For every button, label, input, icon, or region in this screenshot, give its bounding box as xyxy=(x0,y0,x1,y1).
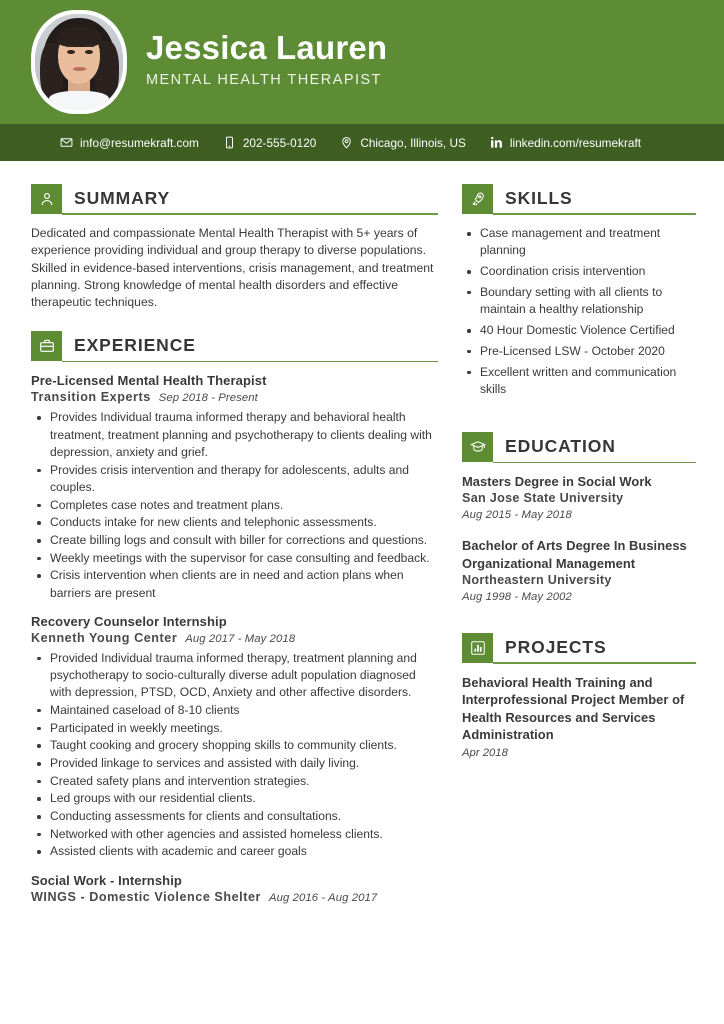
contact-location-text: Chicago, Illinois, US xyxy=(360,135,466,150)
experience-title: EXPERIENCE xyxy=(74,335,196,356)
job-bullet: Provided linkage to services and assisted with daily living. xyxy=(31,755,438,772)
contact-bar xyxy=(0,124,724,161)
education-dates: Aug 2015 - May 2018 xyxy=(462,509,572,522)
project-entry xyxy=(462,674,696,761)
job-dates: Aug 2017 - May 2018 xyxy=(185,632,296,645)
job-bullet: Conducts intake for new clients and telephonic assessments. xyxy=(31,514,438,531)
job-bullet: Maintained caseload of 8-10 clients xyxy=(31,702,438,719)
job-bullet: Networked with other agencies and assisted homeless clients. xyxy=(31,826,438,843)
education-header xyxy=(462,432,696,462)
skills-header xyxy=(462,184,696,214)
education-entry xyxy=(462,473,696,523)
phone-icon xyxy=(223,136,236,149)
contact-location[interactable] xyxy=(340,136,466,150)
job-company: WINGS - Domestic Violence Shelter xyxy=(31,889,261,904)
section-education xyxy=(462,432,696,605)
experience-entry xyxy=(31,613,438,861)
candidate-name: Jessica Lauren xyxy=(146,29,388,67)
profile-photo xyxy=(35,14,123,110)
job-dates: Sep 2018 - Present xyxy=(158,392,258,405)
summary-rule xyxy=(62,213,438,215)
section-projects xyxy=(462,633,696,761)
job-meta xyxy=(31,389,438,407)
job-bullet: Create billing logs and consult with biller for corrections and questions. xyxy=(31,532,438,549)
education-school: San Jose State University xyxy=(462,491,624,506)
skills-list xyxy=(462,225,696,398)
summary-title: SUMMARY xyxy=(74,187,171,208)
job-bullet-list xyxy=(31,650,438,861)
user-icon xyxy=(31,184,62,214)
section-experience xyxy=(31,331,438,906)
contact-phone[interactable] xyxy=(223,136,316,150)
job-dates: Aug 2016 - Aug 2017 xyxy=(268,891,378,904)
education-degree: Bachelor of Arts Degree In Business Organizational Management xyxy=(462,538,687,571)
job-bullet: Created safety plans and intervention strategies. xyxy=(31,773,438,790)
education-rule xyxy=(493,462,696,464)
skill-item: 40 Hour Domestic Violence Certified xyxy=(462,322,696,339)
job-bullet: Provides Individual trauma informed therapy and behavioral health treatment, treatment planning and psychotherapy to clients dealing with depression, anxiety and grief. xyxy=(31,409,438,461)
graduation-cap-icon xyxy=(462,432,493,462)
education-entry xyxy=(462,537,696,605)
contact-email-text: info@resumekraft.com xyxy=(80,135,199,150)
linkedin-icon xyxy=(490,136,503,149)
project-dates: Apr 2018 xyxy=(462,746,508,759)
job-company: Kenneth Young Center xyxy=(31,630,178,645)
contact-email[interactable] xyxy=(60,136,199,150)
header-text-block xyxy=(146,30,387,94)
job-bullet-list xyxy=(31,409,438,601)
skills-title: SKILLS xyxy=(505,187,573,208)
right-column xyxy=(452,184,724,918)
left-column xyxy=(0,184,452,918)
job-bullet: Provided Individual trauma informed therapy, treatment planning and psychotherapy to socio-culturally diverse adult population diagnosed with depression, PTSD, OCD, Anxiety and other affective disorders. xyxy=(31,650,438,702)
projects-rule xyxy=(493,662,696,664)
summary-text: Dedicated and compassionate Mental Health Therapist with 5+ years of experience providing individual and group therapy to diverse populations. Skilled in evidence-based interventions, crisis management, and treatment planning. Strong knowledge of mental health disorders and effective therapeutic techniques. xyxy=(31,226,434,310)
education-school: Northeastern University xyxy=(462,573,612,588)
experience-header xyxy=(31,331,438,361)
job-role: Recovery Counselor Internship xyxy=(31,613,227,629)
job-bullet: Crisis intervention when clients are in need and action plans when barriers are present xyxy=(31,567,438,601)
job-bullet: Provides crisis intervention and therapy for adolescents, adults and couples. xyxy=(31,462,438,496)
experience-rule xyxy=(62,361,438,363)
job-role: Pre-Licensed Mental Health Therapist xyxy=(31,373,267,389)
projects-title: PROJECTS xyxy=(505,636,607,657)
experience-entry xyxy=(31,372,438,601)
job-bullet: Conducting assessments for clients and consultations. xyxy=(31,808,438,825)
resume-header xyxy=(0,0,724,124)
contact-linkedin-text: linkedin.com/resumekraft xyxy=(509,135,642,150)
skill-item: Case management and treatment planning xyxy=(462,225,696,260)
job-bullet: Assisted clients with academic and career goals xyxy=(31,843,438,860)
envelope-icon xyxy=(60,136,73,149)
job-bullet: Led groups with our residential clients. xyxy=(31,790,438,807)
job-bullet: Weekly meetings with the supervisor for case consulting and feedback. xyxy=(31,550,438,567)
job-bullet: Participated in weekly meetings. xyxy=(31,720,438,737)
job-meta xyxy=(31,630,438,648)
education-title: EDUCATION xyxy=(505,435,616,456)
location-pin-icon xyxy=(340,136,353,149)
skill-item: Pre-Licensed LSW - October 2020 xyxy=(462,343,696,360)
contact-linkedin[interactable] xyxy=(490,136,641,150)
skills-rule xyxy=(493,213,696,215)
job-bullet: Taught cooking and grocery shopping skills to community clients. xyxy=(31,737,438,754)
job-role: Social Work - Internship xyxy=(31,872,182,888)
job-meta xyxy=(31,889,438,907)
rocket-icon xyxy=(462,184,493,214)
candidate-job-title: MENTAL HEALTH THERAPIST xyxy=(146,71,382,88)
resume-body xyxy=(0,161,724,918)
projects-header xyxy=(462,633,696,663)
briefcase-icon xyxy=(31,331,62,361)
education-dates: Aug 1998 - May 2002 xyxy=(462,591,572,604)
skill-item: Boundary setting with all clients to maintain a healthy relationship xyxy=(462,284,696,319)
job-bullet: Completes case notes and treatment plans. xyxy=(31,497,438,514)
project-title: Behavioral Health Training and Interprofessional Project Member of Health Resources and Services Administration xyxy=(462,675,685,743)
job-company: Transition Experts xyxy=(31,390,151,405)
skill-item: Coordination crisis intervention xyxy=(462,263,696,280)
summary-header xyxy=(31,184,438,214)
contact-phone-text: 202-555-0120 xyxy=(242,135,317,150)
section-summary xyxy=(31,184,438,311)
education-degree: Masters Degree in Social Work xyxy=(462,474,652,490)
section-skills xyxy=(462,184,696,398)
avatar xyxy=(31,10,127,114)
bar-chart-icon xyxy=(462,633,493,663)
experience-entry xyxy=(31,872,438,907)
skill-item: Excellent written and communication skills xyxy=(462,364,696,399)
